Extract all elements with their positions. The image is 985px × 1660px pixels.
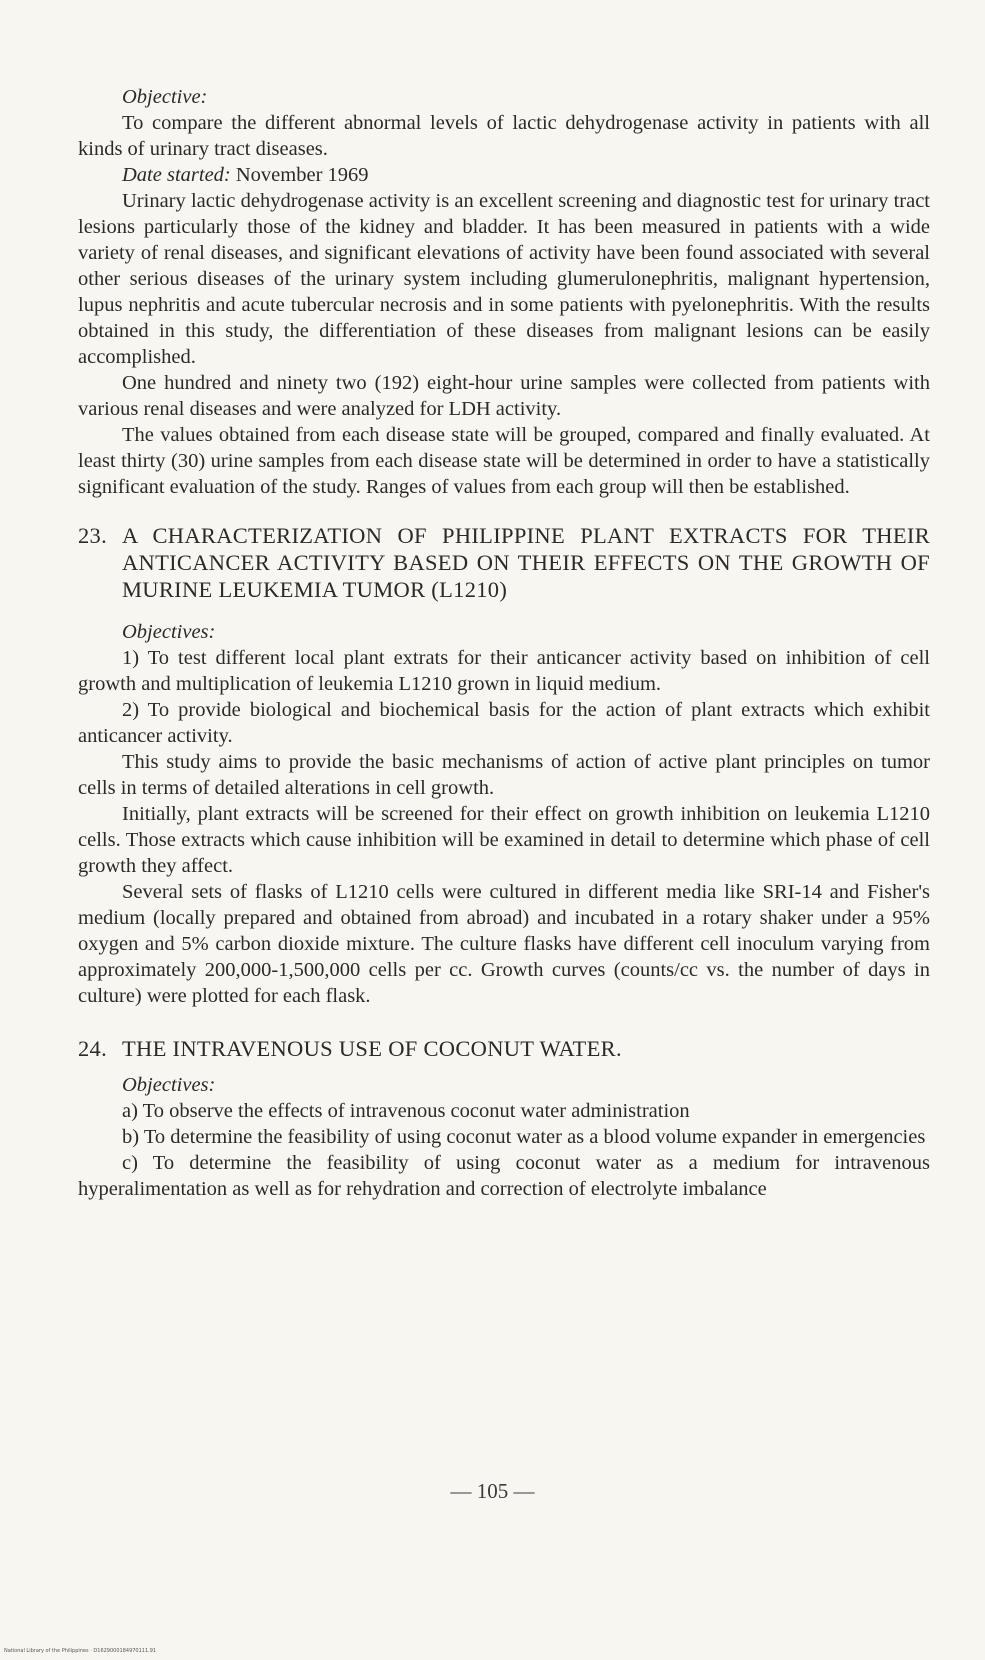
footer-credit: National Library of the Philippines · D1629000184970111.91 [4,1648,157,1654]
section-24-objective-b: b) To determine the feasibility of using coconut water as a blood volume expander in emergencies [122,1126,926,1148]
section-23-title: A CHARACTERIZATION OF PHILIPPINE PLANT EXTRACTS FOR THEIR ANTICANCER ACTIVITY BASED ON THEIR EFFECTS ON THE GROWTH OF MURINE LEUKEMIA TUMOR (L1210) [122,523,930,602]
section-24-objective-a: a) To observe the effects of intravenous coconut water administration [122,1100,690,1122]
section-23-number: 23. [78,523,108,548]
section-23-heading [78,522,930,603]
section-24-number: 24. [78,1036,108,1061]
text-column [78,84,930,1202]
section-23-objective-1: 1) To test different local plant extrats for their anticancer activity based on inhibition of cell growth and multiplication of leukemia L1210 grown in liquid medium. [78,647,930,695]
section-23-paragraph-1: This study aims to provide the basic mechanisms of action of active plant principles on tumor cells in terms of detailed alterations in cell growth. [78,751,930,799]
section-24-title: THE INTRAVENOUS USE OF COCONUT WATER. [122,1036,622,1061]
date-started-line [78,162,930,188]
intro-paragraph-3: The values obtained from each disease state will be grouped, compared and finally evaluated. At least thirty (30) urine samples from each disease state will be determined in order to have a statistically significant evaluation of the study. Ranges of values from each group will then be established. [78,424,930,498]
section-24-heading [78,1035,930,1062]
section-24-objectives-label: Objectives: [122,1074,216,1096]
section-23-paragraph-2: Initially, plant extracts will be screened for their effect on growth inhibition on leukemia L1210 cells. Those extracts which cause inhibition will be examined in detail to determine which phase of cell growth they affect. [78,803,930,877]
objective-label: Objective: [122,86,208,108]
date-started-value: November 1969 [235,164,369,186]
date-started-label: Date started: [122,164,231,186]
section-24-objective-c: c) To determine the feasibility of using coconut water as a medium for intravenous hyperalimentation as well as for rehydration and correction of electrolyte imbalance [78,1152,930,1200]
page-number: — 105 — [450,1479,535,1503]
intro-paragraph-1: Urinary lactic dehydrogenase activity is an excellent screening and diagnostic test for urinary tract lesions particularly those of the kidney and bladder. It has been measured in patients with a wide variety of renal diseases, and significant elevations of activity have been found associated with several other serious diseases of the urinary system including glumerulonephritis, malignant hypertension, lupus nephritis and acute tubercular necrosis and in some patients with pyelonephritis. With the results obtained in this study, the differentiation of these diseases from malignant lesions can be easily accomplished. [78,190,930,368]
section-23-objectives-label: Objectives: [122,621,216,643]
section-23-paragraph-3: Several sets of flasks of L1210 cells were cultured in different media like SRI-14 and Fisher's medium (locally prepared and obtained from abroad) and incubated in a rotary shaker under a 95% oxygen and 5% carbon dioxide mixture. The culture flasks have different cell inoculum varying from approximately 200,000-1,500,000 cells per cc. Growth curves (counts/cc vs. the number of days in culture) were plotted for each flask. [78,881,930,1007]
section-23-objective-2: 2) To provide biological and biochemical basis for the action of plant extracts which exhibit anticancer activity. [78,699,930,747]
objective-text: To compare the different abnormal levels of lactic dehydrogenase activity in patients with all kinds of urinary tract diseases. [78,112,930,160]
intro-paragraph-2: One hundred and ninety two (192) eight-hour urine samples were collected from patients with various renal diseases and were analyzed for LDH activity. [78,372,930,420]
